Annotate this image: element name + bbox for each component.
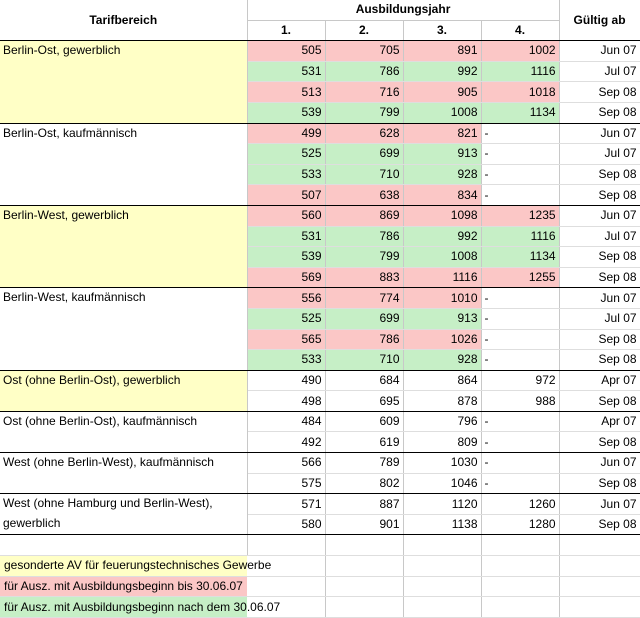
- blank-cell: [247, 535, 325, 556]
- cell-year-3: 913: [403, 144, 481, 165]
- cell-valid-from: Jul 07: [559, 144, 640, 165]
- cell-year-4: 1116: [481, 226, 559, 247]
- cell-year-2: 786: [325, 226, 403, 247]
- group-name: Ost (ohne Berlin-Ost), gewerblich: [0, 370, 247, 411]
- cell-year-1: 525: [247, 144, 325, 165]
- blank-cell: [559, 556, 640, 577]
- blank-cell: [403, 535, 481, 556]
- cell-year-4: 1134: [481, 102, 559, 123]
- cell-year-1: 556: [247, 288, 325, 309]
- cell-year-2: 786: [325, 329, 403, 350]
- blank-cell: [403, 576, 481, 597]
- cell-year-1: 525: [247, 308, 325, 329]
- cell-valid-from: Jun 07: [559, 494, 640, 515]
- cell-year-3: 928: [403, 164, 481, 185]
- cell-year-4: -: [481, 185, 559, 206]
- cell-year-1: 505: [247, 41, 325, 62]
- blank-cell: [481, 535, 559, 556]
- cell-year-4: -: [481, 432, 559, 453]
- cell-year-3: 1010: [403, 288, 481, 309]
- cell-year-3: 992: [403, 226, 481, 247]
- cell-valid-from: Sep 08: [559, 391, 640, 412]
- cell-valid-from: Sep 08: [559, 350, 640, 371]
- cell-year-4: 1255: [481, 267, 559, 288]
- cell-valid-from: Sep 08: [559, 82, 640, 103]
- header-year-4: 4.: [481, 20, 559, 41]
- cell-year-1: 531: [247, 226, 325, 247]
- table-row: [0, 494, 640, 515]
- cell-valid-from: Jun 07: [559, 123, 640, 144]
- cell-valid-from: Jun 07: [559, 453, 640, 474]
- blank-cell: [559, 576, 640, 597]
- blank-cell: [481, 556, 559, 577]
- cell-valid-from: Jul 07: [559, 226, 640, 247]
- table-row: [0, 370, 640, 391]
- cell-valid-from: Apr 07: [559, 370, 640, 391]
- cell-year-4: -: [481, 411, 559, 432]
- cell-year-3: 992: [403, 61, 481, 82]
- cell-year-2: 628: [325, 123, 403, 144]
- cell-year-3: 913: [403, 308, 481, 329]
- cell-valid-from: Jul 07: [559, 61, 640, 82]
- cell-year-2: 799: [325, 247, 403, 268]
- cell-year-4: 1260: [481, 494, 559, 515]
- cell-year-3: 1046: [403, 473, 481, 494]
- cell-valid-from: Sep 08: [559, 329, 640, 350]
- group-name: West (ohne Hamburg und Berlin-West), gewerblich: [0, 494, 247, 535]
- cell-year-1: 560: [247, 205, 325, 226]
- cell-valid-from: Sep 08: [559, 185, 640, 206]
- blank-cell: [403, 556, 481, 577]
- cell-year-4: 1235: [481, 205, 559, 226]
- cell-valid-from: Jul 07: [559, 308, 640, 329]
- cell-valid-from: Jun 07: [559, 288, 640, 309]
- blank-cell: [403, 597, 481, 618]
- legend-row: [0, 597, 640, 618]
- cell-year-2: 609: [325, 411, 403, 432]
- cell-year-3: 1008: [403, 247, 481, 268]
- cell-year-2: 901: [325, 514, 403, 535]
- cell-year-2: 883: [325, 267, 403, 288]
- cell-valid-from: Sep 08: [559, 514, 640, 535]
- cell-year-3: 821: [403, 123, 481, 144]
- cell-year-3: 928: [403, 350, 481, 371]
- cell-year-3: 878: [403, 391, 481, 412]
- cell-valid-from: Sep 08: [559, 432, 640, 453]
- cell-year-1: 507: [247, 185, 325, 206]
- blank-cell: [559, 597, 640, 618]
- cell-year-1: 565: [247, 329, 325, 350]
- cell-year-4: -: [481, 453, 559, 474]
- cell-year-2: 716: [325, 82, 403, 103]
- cell-year-1: 499: [247, 123, 325, 144]
- cell-year-2: 710: [325, 164, 403, 185]
- cell-year-1: 490: [247, 370, 325, 391]
- cell-year-4: -: [481, 144, 559, 165]
- cell-year-1: 566: [247, 453, 325, 474]
- spacer-row: [0, 535, 640, 556]
- group-name: Ost (ohne Berlin-Ost), kaufmännisch: [0, 411, 247, 452]
- table-row: [0, 453, 640, 474]
- cell-year-4: 1134: [481, 247, 559, 268]
- cell-valid-from: Sep 08: [559, 247, 640, 268]
- cell-year-2: 705: [325, 41, 403, 62]
- group-name: Berlin-Ost, kaufmännisch: [0, 123, 247, 205]
- table-row: [0, 205, 640, 226]
- cell-year-1: 533: [247, 350, 325, 371]
- cell-year-3: 1030: [403, 453, 481, 474]
- cell-year-4: -: [481, 350, 559, 371]
- cell-valid-from: Sep 08: [559, 473, 640, 494]
- cell-year-1: 571: [247, 494, 325, 515]
- cell-year-4: 972: [481, 370, 559, 391]
- cell-year-4: -: [481, 288, 559, 309]
- table-row: [0, 41, 640, 62]
- blank-cell: [559, 535, 640, 556]
- cell-year-2: 802: [325, 473, 403, 494]
- cell-year-3: 834: [403, 185, 481, 206]
- cell-year-2: 699: [325, 308, 403, 329]
- header-gueltig-ab: Gültig ab: [559, 0, 640, 41]
- legend-yellow: gesonderte AV für feuerungstechnisches Gewerbe: [0, 556, 247, 577]
- cell-year-1: 531: [247, 61, 325, 82]
- cell-year-2: 786: [325, 61, 403, 82]
- group-name: Berlin-West, gewerblich: [0, 205, 247, 287]
- cell-year-4: 1002: [481, 41, 559, 62]
- cell-year-2: 710: [325, 350, 403, 371]
- cell-year-4: 1280: [481, 514, 559, 535]
- table-row: [0, 411, 640, 432]
- cell-year-4: -: [481, 308, 559, 329]
- cell-year-4: -: [481, 164, 559, 185]
- cell-year-3: 1138: [403, 514, 481, 535]
- cell-year-3: 891: [403, 41, 481, 62]
- table-body: [0, 41, 640, 618]
- cell-valid-from: Jun 07: [559, 41, 640, 62]
- cell-valid-from: Sep 08: [559, 164, 640, 185]
- cell-year-2: 619: [325, 432, 403, 453]
- cell-valid-from: Sep 08: [559, 102, 640, 123]
- cell-year-1: 580: [247, 514, 325, 535]
- legend-row: [0, 556, 640, 577]
- cell-year-2: 774: [325, 288, 403, 309]
- cell-year-2: 684: [325, 370, 403, 391]
- header-year-3: 3.: [403, 20, 481, 41]
- table-row: [0, 288, 640, 309]
- blank-cell: [325, 597, 403, 618]
- cell-year-3: 1120: [403, 494, 481, 515]
- cell-valid-from: Apr 07: [559, 411, 640, 432]
- group-name: Berlin-Ost, gewerblich: [0, 41, 247, 123]
- cell-year-2: 789: [325, 453, 403, 474]
- cell-year-2: 799: [325, 102, 403, 123]
- header-year-1: 1.: [247, 20, 325, 41]
- cell-year-2: 638: [325, 185, 403, 206]
- legend-row: [0, 576, 640, 597]
- header-year-2: 2.: [325, 20, 403, 41]
- cell-year-3: 1026: [403, 329, 481, 350]
- cell-year-4: 1018: [481, 82, 559, 103]
- cell-year-1: 513: [247, 82, 325, 103]
- legend-green: für Ausz. mit Ausbildungsbeginn nach dem 30.06.07: [0, 597, 247, 618]
- cell-year-1: 533: [247, 164, 325, 185]
- cell-year-3: 1116: [403, 267, 481, 288]
- cell-year-4: -: [481, 473, 559, 494]
- cell-valid-from: Jun 07: [559, 205, 640, 226]
- cell-year-1: 498: [247, 391, 325, 412]
- blank-cell: [481, 597, 559, 618]
- blank-cell: [481, 576, 559, 597]
- blank-cell: [325, 576, 403, 597]
- cell-year-3: 809: [403, 432, 481, 453]
- header-ausbildungsjahr: Ausbildungsjahr: [247, 0, 559, 20]
- cell-year-3: 864: [403, 370, 481, 391]
- blank-cell: [0, 535, 247, 556]
- blank-cell: [247, 576, 325, 597]
- legend-red: für Ausz. mit Ausbildungsbeginn bis 30.06.07: [0, 576, 247, 597]
- header-tarifbereich: Tarifbereich: [0, 0, 247, 41]
- table-row: [0, 123, 640, 144]
- group-name: West (ohne Berlin-West), kaufmännisch: [0, 453, 247, 494]
- cell-year-4: -: [481, 123, 559, 144]
- cell-year-4: 1116: [481, 61, 559, 82]
- group-name: Berlin-West, kaufmännisch: [0, 288, 247, 370]
- cell-valid-from: Sep 08: [559, 267, 640, 288]
- cell-year-1: 575: [247, 473, 325, 494]
- cell-year-3: 1008: [403, 102, 481, 123]
- blank-cell: [247, 597, 325, 618]
- cell-year-3: 796: [403, 411, 481, 432]
- cell-year-2: 699: [325, 144, 403, 165]
- cell-year-2: 695: [325, 391, 403, 412]
- cell-year-1: 492: [247, 432, 325, 453]
- cell-year-1: 484: [247, 411, 325, 432]
- cell-year-1: 539: [247, 102, 325, 123]
- cell-year-3: 1098: [403, 205, 481, 226]
- cell-year-1: 539: [247, 247, 325, 268]
- cell-year-4: -: [481, 329, 559, 350]
- cell-year-3: 905: [403, 82, 481, 103]
- cell-year-1: 569: [247, 267, 325, 288]
- cell-year-4: 988: [481, 391, 559, 412]
- blank-cell: [325, 535, 403, 556]
- cell-year-2: 869: [325, 205, 403, 226]
- blank-cell: [325, 556, 403, 577]
- cell-year-2: 887: [325, 494, 403, 515]
